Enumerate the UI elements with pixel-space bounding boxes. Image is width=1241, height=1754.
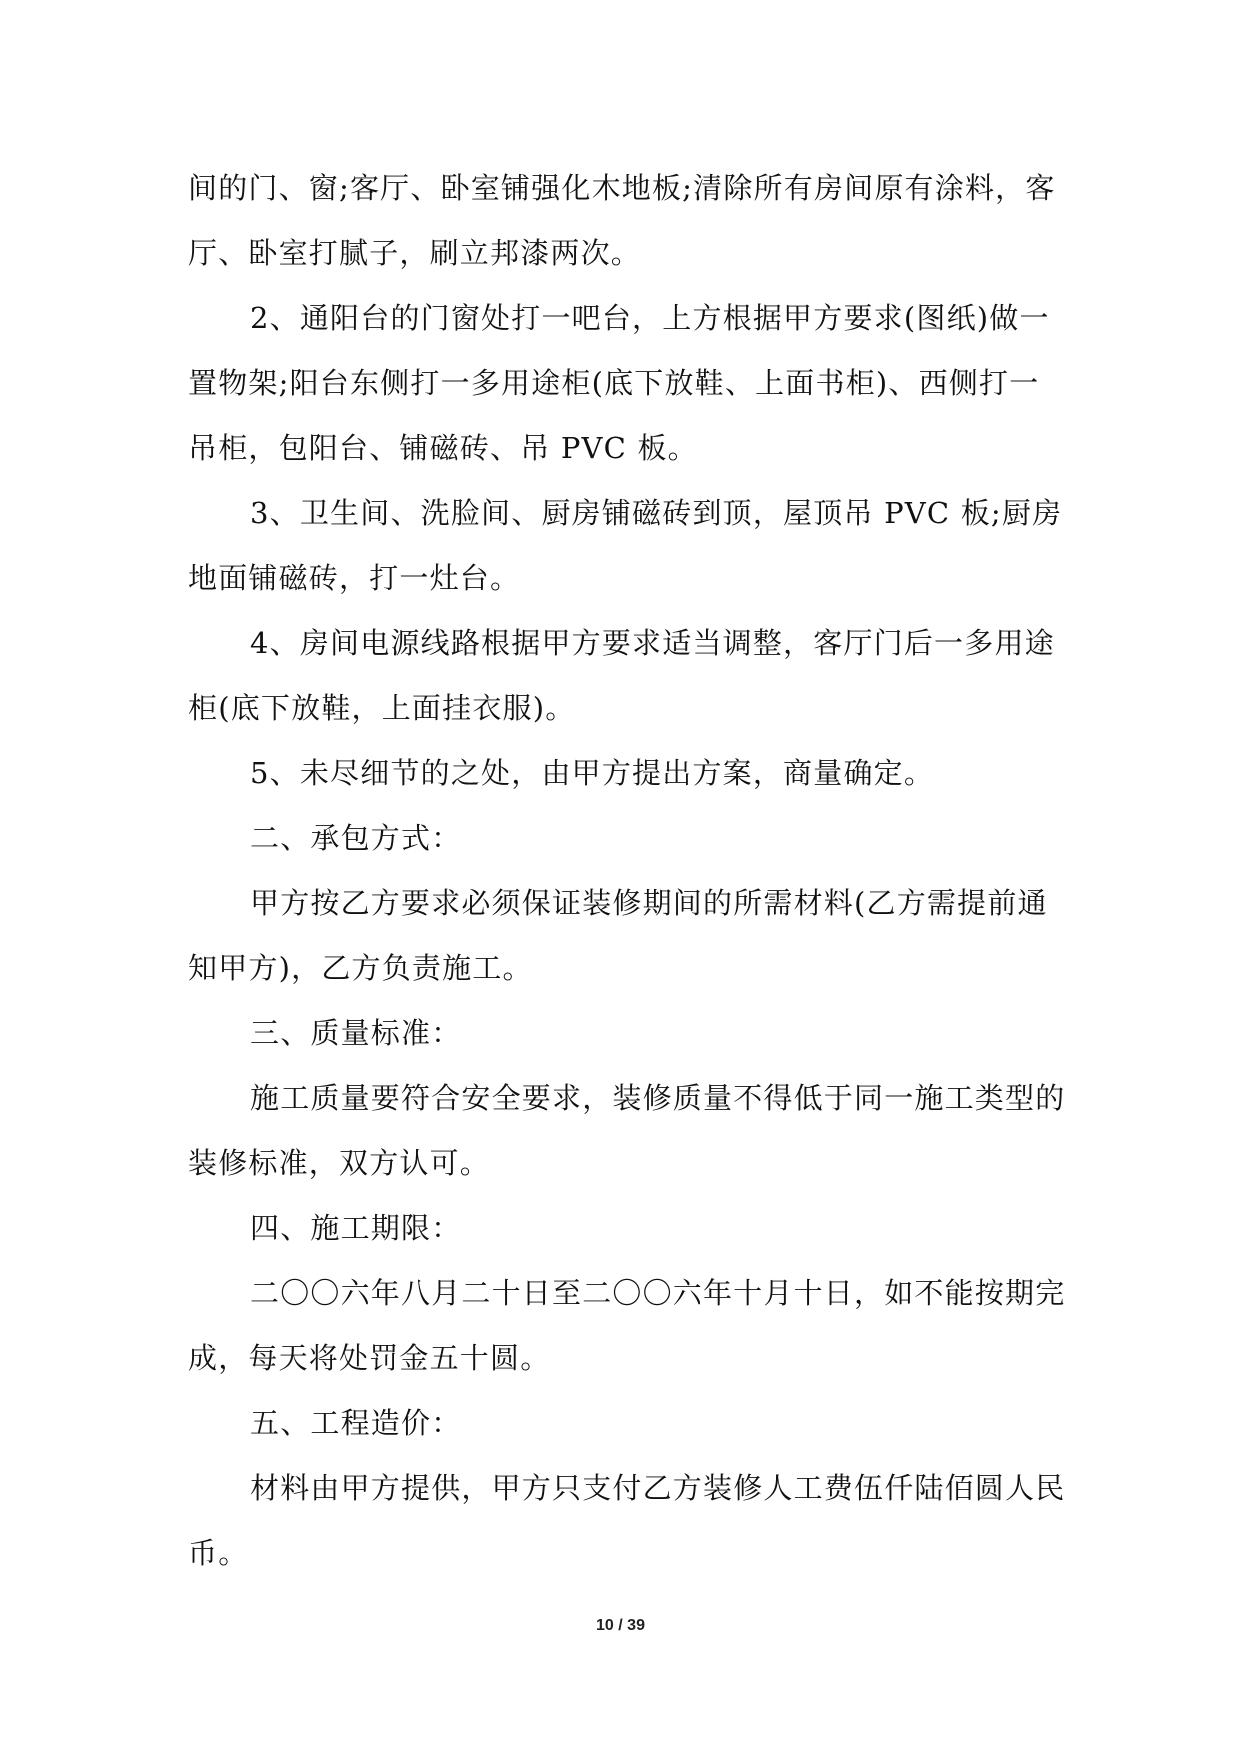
paragraph-quality-standard: 施工质量要符合安全要求，装修质量不得低于同一施工类型的装修标准，双方认可。: [188, 1081, 1066, 1180]
paragraph-5: 5、未尽细节的之处，由甲方提出方案，商量确定。: [250, 756, 935, 790]
paragraph-4: 4、房间电源线路根据甲方要求适当调整，客厅门后一多用途柜(底下放鞋，上面挂衣服)。: [188, 626, 1055, 725]
paragraph-contract-method: 甲方按乙方要求必须保证装修期间的所需材料(乙方需提前通知甲方)，乙方负责施工。: [188, 886, 1048, 985]
paragraph-2: 2、通阳台的门窗处打一吧台，上方根据甲方要求(图纸)做一置物架;阳台东侧打一多用途柜(底下放鞋、上面书柜)、西侧打一吊柜，包阳台、铺磁砖、吊 PVC 板。: [188, 301, 1050, 465]
document-body: [188, 156, 1068, 1586]
paragraph-3: 3、卫生间、洗脸间、厨房铺磁砖到顶，屋顶吊 PVC 板;厨房地面铺磁砖，打一灶台。: [188, 496, 1063, 595]
paragraph-project-cost: 材料由甲方提供，甲方只支付乙方装修人工费伍仟陆佰圆人民币。: [188, 1471, 1066, 1570]
section-heading-quality-standard: 三、质量标准：: [250, 1016, 462, 1050]
page-number: 10 / 39: [596, 1617, 645, 1634]
section-heading-construction-period: 四、施工期限：: [250, 1211, 462, 1245]
paragraph-1: 间的门、窗;客厅、卧室铺强化木地板;清除所有房间原有涂料，客厅、卧室打腻子，刷立邦漆两次。: [188, 171, 1056, 270]
section-heading-contract-method: 二、承包方式：: [250, 821, 462, 855]
paragraph-construction-period: 二〇〇六年八月二十日至二〇〇六年十月十日，如不能按期完成，每天将处罚金五十圆。: [188, 1276, 1066, 1375]
section-heading-project-cost: 五、工程造价：: [250, 1406, 462, 1440]
